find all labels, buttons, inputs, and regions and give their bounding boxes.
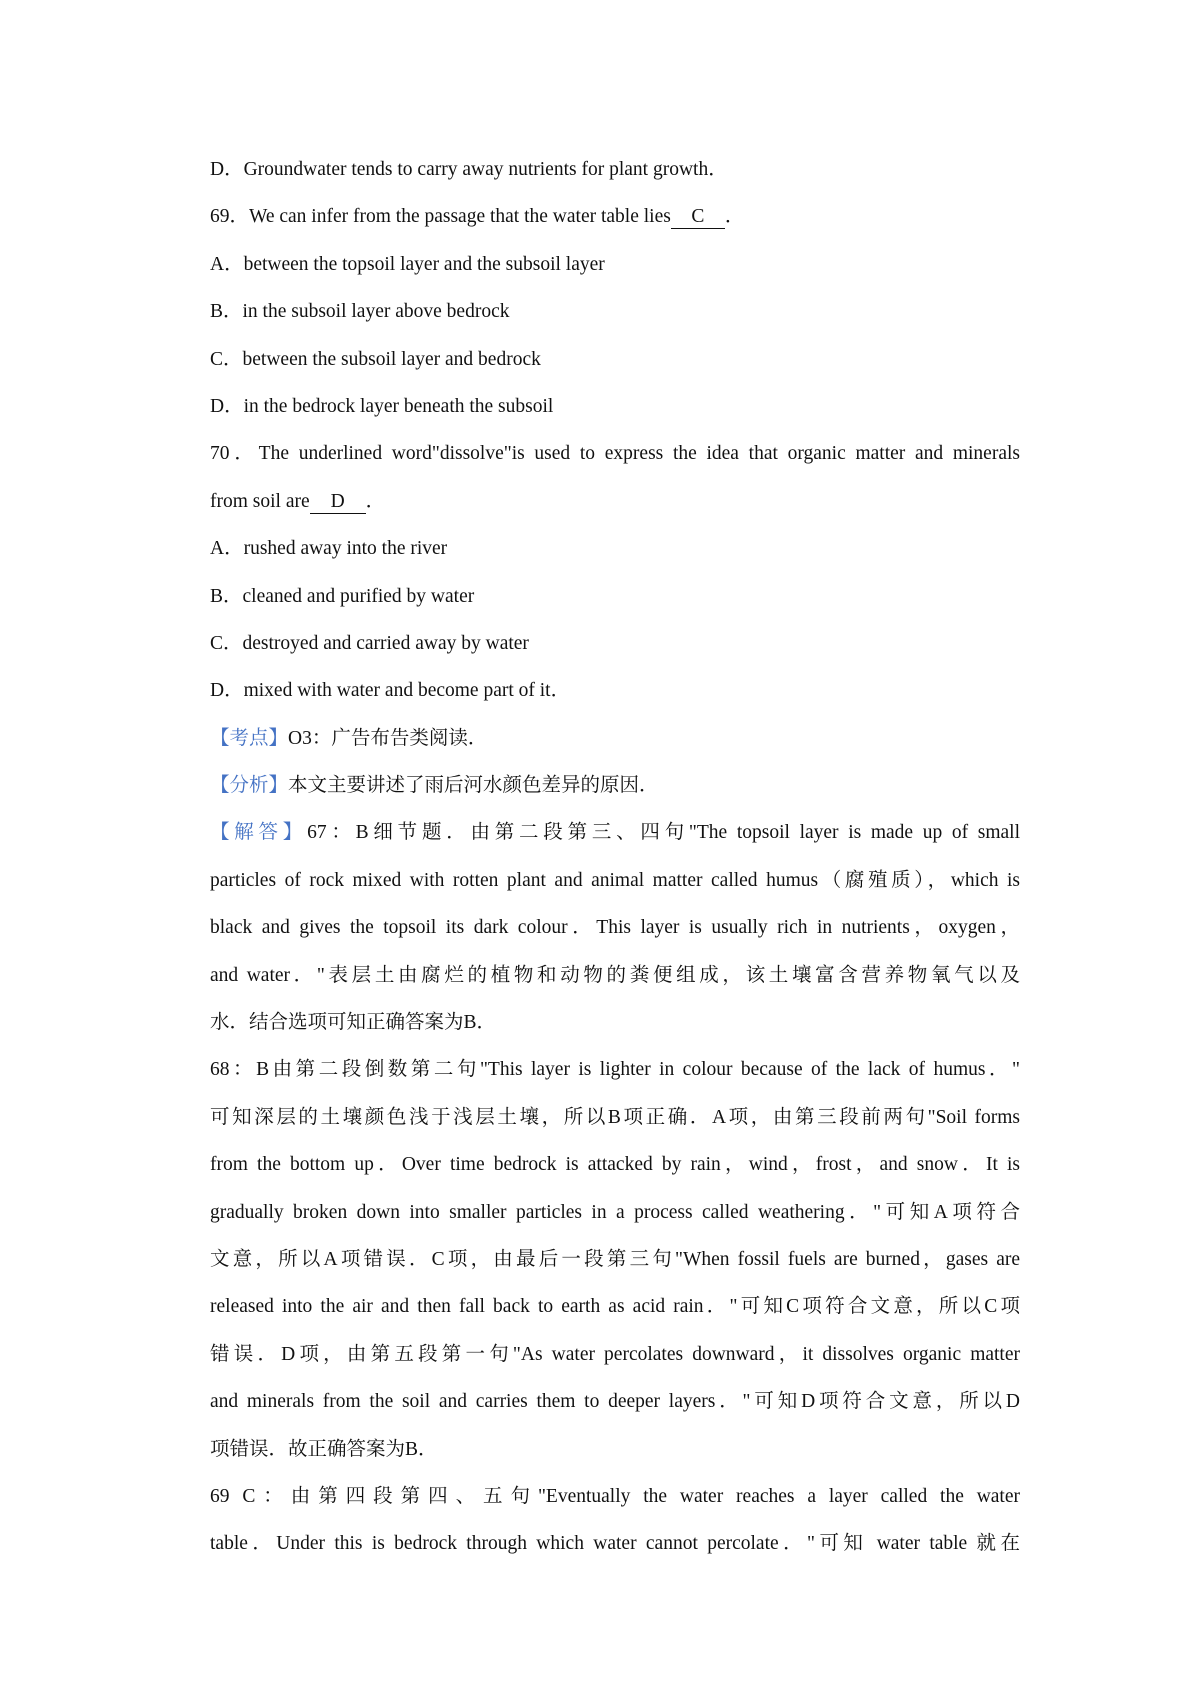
jieda-line-11: released into the air and then fall back to earth as acid rain．"可知C项符合文意，所以C项 — [210, 1296, 1020, 1318]
fenxi-text: 本文主要讲述了雨后河水颜色差异的原因． — [288, 775, 659, 797]
question-70-stem-line-2 — [210, 478, 1020, 525]
question-69-option-d: D．in the bedrock layer beneath the subsoil — [210, 395, 554, 417]
jieda-line-2: particles of rock mixed with rotten plant and animal matter called humus（腐殖质），which is — [210, 869, 1020, 891]
question-70-option-d: D．mixed with water and become part of it． — [210, 680, 571, 702]
jieda-line-13: and minerals from the soil and carries them to deeper layers．"可知D项符合文意，所以D — [210, 1391, 1020, 1413]
fenxi-label: 【分析】 — [210, 775, 289, 797]
question-69-option-a: A．between the topsoil layer and the subsoil layer — [210, 253, 605, 275]
jieda-line-8: from the bottom up．Over time bedrock is attacked by rain，wind，frost，and snow．It is — [210, 1154, 1020, 1176]
kaodian-section — [210, 715, 1020, 762]
jieda-line-7: 可知深层的土壤颜色浅于浅层土壤，所以B项正确．A项，由第三段前两句"Soil forms — [210, 1106, 1020, 1128]
jieda-line-10: 文意，所以A项错误．C项，由最后一段第三句"When fossil fuels are burned，gases are — [210, 1248, 1020, 1270]
question-70-option-a: A．rushed away into the river — [210, 538, 448, 560]
jieda-line-1 — [210, 809, 1020, 856]
jieda-line-3: black and gives the topsoil its dark colour．This layer is usually rich in nutrients，oxygen， — [210, 917, 1020, 939]
question-69-stem-text: 69．We can infer from the passage that the water table lies — [210, 206, 671, 228]
jieda-line-16: table．Under this is bedrock through which water cannot percolate．"可知 water table 就在 — [210, 1533, 1020, 1555]
kaodian-label: 【考点】 — [210, 727, 289, 749]
kaodian-text: O3：广告布告类阅读． — [288, 727, 488, 749]
question-70-answer: D — [310, 491, 366, 514]
jieda-label: 【解答】 — [210, 822, 308, 844]
jieda-line-14: 项错误．故正确答案为B． — [210, 1438, 438, 1460]
jieda-line-text: 67：B细节题．由第二段第三、四句"The topsoil layer is made up of small — [307, 822, 1020, 844]
question-70-stem-suffix: ． — [365, 490, 386, 512]
jieda-line-6: 68：B由第二段倒数第二句"This layer is lighter in colour because of the lack of humus．" — [210, 1059, 1020, 1081]
question-68-option-d: D．Groundwater tends to carry away nutrients for plant growth． — [210, 159, 728, 180]
question-69-option-b: B．in the subsoil layer above bedrock — [210, 301, 510, 323]
jieda-line-15: 69 C：由第四段第四、五句"Eventually the water reaches a layer called the water — [210, 1485, 1020, 1507]
question-69-stem-suffix: ． — [724, 206, 745, 228]
jieda-line-5: 水．结合选项可知正确答案为B． — [210, 1012, 497, 1034]
question-69-answer: C — [671, 206, 725, 229]
jieda-line-12: 错误．D项，由第五段第一句"As water percolates downward，it dissolves organic matter — [210, 1343, 1020, 1365]
jieda-line-4: and water．"表层土由腐烂的植物和动物的粪便组成，该土壤富含营养物氧气以及 — [210, 964, 1020, 986]
question-69-option-c: C．between the subsoil layer and bedrock — [210, 348, 541, 370]
fenxi-section — [210, 762, 1020, 809]
document-page — [210, 146, 1020, 1568]
question-70-option-b: B．cleaned and purified by water — [210, 585, 475, 607]
question-69-stem — [210, 193, 1020, 240]
question-70-stem-text: from soil are — [210, 490, 310, 512]
jieda-line-9: gradually broken down into smaller particles in a process called weathering．"可知A项符合 — [210, 1201, 1020, 1223]
question-70-stem-line-1: 70．The underlined word"dissolve"is used to express the idea that organic matter and minerals — [210, 443, 1020, 465]
question-70-option-c: C．destroyed and carried away by water — [210, 632, 529, 654]
